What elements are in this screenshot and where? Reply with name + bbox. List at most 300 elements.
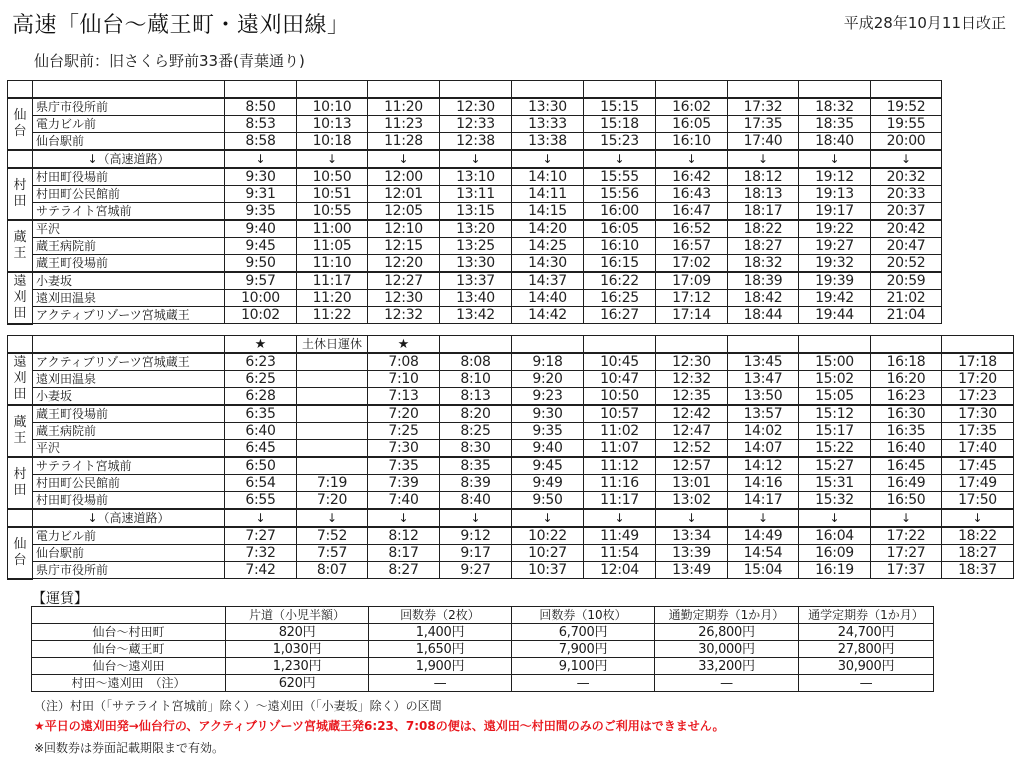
departure-time: 18:27: [942, 545, 1014, 562]
table-row: [8, 220, 942, 238]
departure-time: 17:09: [656, 272, 728, 290]
departure-time: 19:17: [799, 203, 871, 221]
area-group-char: 田: [13, 305, 27, 321]
station-header-cell: [33, 81, 225, 99]
station-name: 小妻坂: [33, 388, 225, 406]
station-name: 県庁市役所前: [33, 562, 225, 579]
departure-time: 16:05: [584, 220, 656, 238]
departure-time: 16:52: [656, 220, 728, 238]
fare-row: [32, 675, 934, 692]
departure-time: 6:40: [225, 423, 297, 440]
departure-time: 18:32: [799, 98, 871, 116]
departure-time: 12:42: [656, 405, 728, 423]
departure-time: 12:30: [368, 290, 440, 307]
inbound-timetable: [7, 335, 1014, 580]
area-group-char: 王: [13, 246, 27, 261]
departure-time: 17:22: [871, 527, 942, 545]
trip-header-cell: ★: [368, 336, 440, 354]
departure-time: 20:00: [871, 133, 942, 151]
departure-time: 16:40: [871, 440, 942, 458]
departure-time: 13:45: [728, 353, 799, 371]
departure-time: 11:20: [368, 98, 440, 116]
departure-time: 12:15: [368, 238, 440, 255]
departure-time: 6:25: [225, 371, 297, 388]
station-name: 遠刈田温泉: [33, 290, 225, 307]
down-arrow-icon: ↓: [440, 509, 512, 527]
down-arrow-icon: ↓: [728, 509, 799, 527]
departure-time: 10:57: [584, 405, 656, 423]
station-name: 小妻坂: [33, 272, 225, 290]
departure-time: 14:20: [512, 220, 584, 238]
departure-time: 9:23: [512, 388, 584, 406]
area-group-label: [8, 353, 33, 405]
header-row: [8, 81, 942, 99]
fare-header-cell: 通学定期券（1か月）: [799, 607, 934, 624]
departure-time: 19:52: [871, 98, 942, 116]
fare-route: 村田〜遠刈田 （注）: [32, 675, 226, 692]
departure-time: 8:20: [440, 405, 512, 423]
down-arrow-icon: ↓: [871, 509, 942, 527]
departure-time: 13:34: [656, 527, 728, 545]
departure-time: 16:27: [584, 307, 656, 324]
departure-time: 16:00: [584, 203, 656, 221]
expressway-row: [8, 509, 1014, 527]
area-group-label: [8, 98, 33, 150]
table-row: [8, 492, 1014, 510]
down-arrow-icon: ↓: [799, 150, 871, 168]
station-name: サテライト宮城前: [33, 457, 225, 475]
departure-time: 16:43: [656, 186, 728, 203]
expressway-label: ↓（高速道路）: [33, 509, 225, 527]
departure-time: 17:32: [728, 98, 799, 116]
down-arrow-icon: ↓: [799, 509, 871, 527]
table-row: [8, 133, 942, 151]
station-name: 県庁市役所前: [33, 98, 225, 116]
departure-time: 6:45: [225, 440, 297, 458]
departure-time: 10:55: [297, 203, 368, 221]
departure-time: 12:38: [440, 133, 512, 151]
outbound-timetable: [7, 80, 942, 325]
departure-time: 16:45: [871, 457, 942, 475]
departure-time: 19:22: [799, 220, 871, 238]
fare-row: [32, 658, 934, 675]
departure-time: 11:17: [297, 272, 368, 290]
departure-time: 16:22: [584, 272, 656, 290]
area-group-char: 蔵: [13, 415, 27, 430]
departure-time: 15:22: [799, 440, 871, 458]
departure-time: 13:10: [440, 168, 512, 186]
fare-header-cell: 回数券（10枚）: [512, 607, 655, 624]
table-row: [8, 353, 1014, 371]
departure-time: 7:30: [368, 440, 440, 458]
departure-time: 16:05: [656, 116, 728, 133]
departure-time: 20:52: [871, 255, 942, 273]
departure-time: 9:50: [225, 255, 297, 273]
departure-time: 12:35: [656, 388, 728, 406]
departure-time: 17:40: [728, 133, 799, 151]
departure-time: 18:17: [728, 203, 799, 221]
area-group-char: 仙: [13, 536, 27, 552]
departure-time: 12:01: [368, 186, 440, 203]
departure-time: 9:40: [225, 220, 297, 238]
departure-time: 14:07: [728, 440, 799, 458]
departure-time: 10:50: [297, 168, 368, 186]
departure-time: 18:27: [728, 238, 799, 255]
table-row: [8, 440, 1014, 458]
departure-time: 7:52: [297, 527, 368, 545]
trip-header-cell: [656, 336, 728, 354]
trip-header-cell: [297, 81, 368, 99]
departure-time: 6:23: [225, 353, 297, 371]
departure-time: 13:37: [440, 272, 512, 290]
station-name: 蔵王町役場前: [33, 255, 225, 273]
departure-time: 12:57: [656, 457, 728, 475]
departure-time: 9:35: [225, 203, 297, 221]
departure-time: 16:04: [799, 527, 871, 545]
departure-time: 14:42: [512, 307, 584, 324]
departure-time: 13:33: [512, 116, 584, 133]
fare-amount: —: [655, 675, 799, 692]
departure-time: 16:10: [584, 238, 656, 255]
fare-amount: 7,900円: [512, 641, 655, 658]
departure-time: 7:10: [368, 371, 440, 388]
departure-time: 6:55: [225, 492, 297, 510]
area-group-char: 仙: [13, 108, 27, 123]
fare-amount: 1,400円: [369, 624, 512, 641]
page-title: 高速「仙台〜蔵王町・遠刈田線」: [12, 13, 350, 38]
departure-time: 15:32: [799, 492, 871, 510]
departure-time: 6:28: [225, 388, 297, 406]
departure-time: 8:39: [440, 475, 512, 492]
table-row: [8, 457, 1014, 475]
station-name: 電力ビル前: [33, 116, 225, 133]
area-group-char: 田: [13, 483, 27, 498]
fare-amount: 1,650円: [369, 641, 512, 658]
fare-header-cell: [32, 607, 226, 624]
trip-header-cell: [728, 81, 799, 99]
trip-header-cell: [942, 336, 1014, 354]
table-row: [8, 116, 942, 133]
table-row: [8, 307, 942, 324]
departure-time: 10:22: [512, 527, 584, 545]
departure-time: 16:09: [799, 545, 871, 562]
departure-time: 6:50: [225, 457, 297, 475]
departure-time: 14:17: [728, 492, 799, 510]
departure-time: 14:54: [728, 545, 799, 562]
corner-cell: [8, 81, 33, 99]
departure-time: 11:54: [584, 545, 656, 562]
area-group-char: 遠: [13, 273, 27, 289]
fare-route: 仙台〜遠刈田: [32, 658, 226, 675]
departure-time: 11:02: [584, 423, 656, 440]
departure-time: 15:56: [584, 186, 656, 203]
departure-time: 17:50: [942, 492, 1014, 510]
departure-time: [297, 440, 368, 458]
departure-time: 16:35: [871, 423, 942, 440]
departure-time: 9:31: [225, 186, 297, 203]
departure-time: 15:04: [728, 562, 799, 579]
station-name: 平沢: [33, 220, 225, 238]
departure-time: 10:02: [225, 307, 297, 324]
departure-time: 14:16: [728, 475, 799, 492]
departure-time: 17:27: [871, 545, 942, 562]
departure-time: 14:40: [512, 290, 584, 307]
departure-time: 16:20: [871, 371, 942, 388]
departure-time: 15:05: [799, 388, 871, 406]
expressway-row: [8, 150, 942, 168]
fare-header-cell: 片道（小児半額）: [226, 607, 369, 624]
fare-amount: 6,700円: [512, 624, 655, 641]
departure-time: 8:08: [440, 353, 512, 371]
departure-time: 9:20: [512, 371, 584, 388]
fare-amount: 1,230円: [226, 658, 369, 675]
station-name: 電力ビル前: [33, 527, 225, 545]
down-arrow-icon: ↓: [440, 150, 512, 168]
departure-time: 11:22: [297, 307, 368, 324]
departure-time: 11:07: [584, 440, 656, 458]
departure-time: 13:01: [656, 475, 728, 492]
fare-route: 仙台〜蔵王町: [32, 641, 226, 658]
departure-time: 17:35: [942, 423, 1014, 440]
departure-time: 18:39: [728, 272, 799, 290]
down-arrow-icon: ↓: [512, 150, 584, 168]
departure-time: 19:39: [799, 272, 871, 290]
table-row: [8, 562, 1014, 579]
departure-time: 9:27: [440, 562, 512, 579]
down-arrow-icon: ↓: [297, 150, 368, 168]
departure-time: 11:12: [584, 457, 656, 475]
departure-time: 20:47: [871, 238, 942, 255]
area-group-label: [8, 405, 33, 457]
table-row: [8, 527, 1014, 545]
fare-header-cell: 回数券（2枚）: [369, 607, 512, 624]
departure-time: 19:55: [871, 116, 942, 133]
departure-time: 8:07: [297, 562, 368, 579]
table-row: [8, 238, 942, 255]
fare-row: [32, 641, 934, 658]
departure-time: 18:22: [728, 220, 799, 238]
departure-time: [297, 353, 368, 371]
down-arrow-icon: ↓: [225, 509, 297, 527]
departure-time: 8:35: [440, 457, 512, 475]
area-group-char: 遠: [13, 355, 27, 370]
departure-time: 8:30: [440, 440, 512, 458]
departure-time: 9:45: [512, 457, 584, 475]
departure-time: 7:40: [368, 492, 440, 510]
departure-time: 16:49: [871, 475, 942, 492]
station-name: 蔵王病院前: [33, 238, 225, 255]
departure-time: 7:35: [368, 457, 440, 475]
trip-header-cell: [799, 81, 871, 99]
departure-time: 9:18: [512, 353, 584, 371]
departure-time: 8:12: [368, 527, 440, 545]
fare-amount: 27,800円: [799, 641, 934, 658]
trip-header-cell: [728, 336, 799, 354]
table-row: [8, 272, 942, 290]
down-arrow-icon: ↓: [656, 509, 728, 527]
departure-time: 10:00: [225, 290, 297, 307]
departure-time: 12:32: [368, 307, 440, 324]
departure-time: 7:39: [368, 475, 440, 492]
area-group-char: 田: [13, 194, 27, 209]
departure-time: 13:38: [512, 133, 584, 151]
departure-time: 10:37: [512, 562, 584, 579]
departure-time: 17:18: [942, 353, 1014, 371]
fare-amount: —: [799, 675, 934, 692]
departure-time: 18:32: [728, 255, 799, 273]
station-name: 村田町役場前: [33, 492, 225, 510]
departure-time: 14:25: [512, 238, 584, 255]
fare-amount: 26,800円: [655, 624, 799, 641]
departure-time: 9:30: [225, 168, 297, 186]
departure-time: 12:47: [656, 423, 728, 440]
coupon-validity-note: ※回数券は券面記載期限まで有効。: [34, 741, 225, 755]
trip-header-cell: [512, 81, 584, 99]
departure-time: 7:57: [297, 545, 368, 562]
departure-time: 11:23: [368, 116, 440, 133]
departure-time: 15:31: [799, 475, 871, 492]
station-name: 村田町公民館前: [33, 186, 225, 203]
area-group-char: 村: [13, 178, 27, 193]
departure-time: 15:17: [799, 423, 871, 440]
departure-time: 9:35: [512, 423, 584, 440]
departure-time: 16:57: [656, 238, 728, 255]
departure-time: 13:30: [512, 98, 584, 116]
table-row: [8, 371, 1014, 388]
departure-time: 13:15: [440, 203, 512, 221]
departure-time: 8:27: [368, 562, 440, 579]
down-arrow-icon: ↓: [368, 150, 440, 168]
table-row: [8, 203, 942, 221]
departure-time: 16:50: [871, 492, 942, 510]
fare-amount: 820円: [226, 624, 369, 641]
fare-amount: 24,700円: [799, 624, 934, 641]
departure-time: 18:35: [799, 116, 871, 133]
departure-time: 16:42: [656, 168, 728, 186]
fare-amount: 1,900円: [369, 658, 512, 675]
stop-location-note: 仙台駅前：旧さくら野前33番(青葉通り): [34, 52, 305, 70]
departure-time: [297, 423, 368, 440]
table-row: [8, 290, 942, 307]
fare-row: [32, 624, 934, 641]
station-name: サテライト宮城前: [33, 203, 225, 221]
fare-amount: 9,100円: [512, 658, 655, 675]
table-row: [8, 405, 1014, 423]
departure-time: 9:17: [440, 545, 512, 562]
fare-route: 仙台〜村田町: [32, 624, 226, 641]
departure-time: 18:37: [942, 562, 1014, 579]
trip-header-cell: [584, 336, 656, 354]
station-name: 仙台駅前: [33, 133, 225, 151]
departure-time: 16:23: [871, 388, 942, 406]
departure-time: 8:53: [225, 116, 297, 133]
departure-time: 6:35: [225, 405, 297, 423]
departure-time: 17:20: [942, 371, 1014, 388]
departure-time: 16:25: [584, 290, 656, 307]
departure-time: 17:23: [942, 388, 1014, 406]
departure-time: 13:50: [728, 388, 799, 406]
departure-time: 19:12: [799, 168, 871, 186]
station-name: アクティブリゾーツ宮城蔵王: [33, 307, 225, 324]
departure-time: 11:00: [297, 220, 368, 238]
area-group-label: [8, 168, 33, 220]
departure-time: 8:50: [225, 98, 297, 116]
trip-header-cell: [512, 336, 584, 354]
departure-time: 11:17: [584, 492, 656, 510]
departure-time: 14:15: [512, 203, 584, 221]
down-arrow-icon: ↓: [728, 150, 799, 168]
departure-time: 16:02: [656, 98, 728, 116]
area-group-label: [8, 527, 33, 579]
departure-time: 19:32: [799, 255, 871, 273]
area-group-char: 台: [13, 552, 27, 568]
trip-header-cell: 土休日運休: [297, 336, 368, 354]
down-arrow-icon: ↓: [584, 509, 656, 527]
down-arrow-icon: ↓: [512, 509, 584, 527]
table-row: [8, 255, 942, 273]
area-group-char: 王: [13, 431, 27, 446]
departure-time: 12:30: [656, 353, 728, 371]
table-row: [8, 388, 1014, 406]
departure-time: 9:12: [440, 527, 512, 545]
departure-time: [297, 457, 368, 475]
departure-time: 7:19: [297, 475, 368, 492]
expressway-label: ↓（高速道路）: [33, 150, 225, 168]
station-name: 平沢: [33, 440, 225, 458]
trip-header-cell: [656, 81, 728, 99]
departure-time: 20:32: [871, 168, 942, 186]
expressway-group-cell: [8, 509, 33, 527]
fare-amount: 620円: [226, 675, 369, 692]
departure-time: 18:40: [799, 133, 871, 151]
departure-time: 9:49: [512, 475, 584, 492]
departure-time: 9:50: [512, 492, 584, 510]
departure-time: 11:05: [297, 238, 368, 255]
down-arrow-icon: ↓: [368, 509, 440, 527]
station-name: 仙台駅前: [33, 545, 225, 562]
down-arrow-icon: ↓: [871, 150, 942, 168]
area-group-label: [8, 457, 33, 509]
departure-time: 7:27: [225, 527, 297, 545]
area-group-label: [8, 272, 33, 324]
departure-time: 15:12: [799, 405, 871, 423]
departure-time: 12:04: [584, 562, 656, 579]
departure-time: 9:45: [225, 238, 297, 255]
fare-amount: 30,900円: [799, 658, 934, 675]
fare-amount: 1,030円: [226, 641, 369, 658]
fare-amount: 30,000円: [655, 641, 799, 658]
departure-time: 12:30: [440, 98, 512, 116]
departure-time: 13:25: [440, 238, 512, 255]
down-arrow-icon: ↓: [584, 150, 656, 168]
departure-time: 11:49: [584, 527, 656, 545]
trip-header-cell: ★: [225, 336, 297, 354]
departure-time: 13:02: [656, 492, 728, 510]
departure-time: 17:37: [871, 562, 942, 579]
fare-amount: 33,200円: [655, 658, 799, 675]
departure-time: [297, 371, 368, 388]
trip-header-cell: [368, 81, 440, 99]
departure-time: 11:20: [297, 290, 368, 307]
departure-time: 15:23: [584, 133, 656, 151]
departure-time: 13:39: [656, 545, 728, 562]
departure-time: 12:52: [656, 440, 728, 458]
table-row: [8, 475, 1014, 492]
departure-time: 16:30: [871, 405, 942, 423]
departure-time: 15:15: [584, 98, 656, 116]
departure-time: 19:44: [799, 307, 871, 324]
corner-cell: [8, 336, 33, 354]
